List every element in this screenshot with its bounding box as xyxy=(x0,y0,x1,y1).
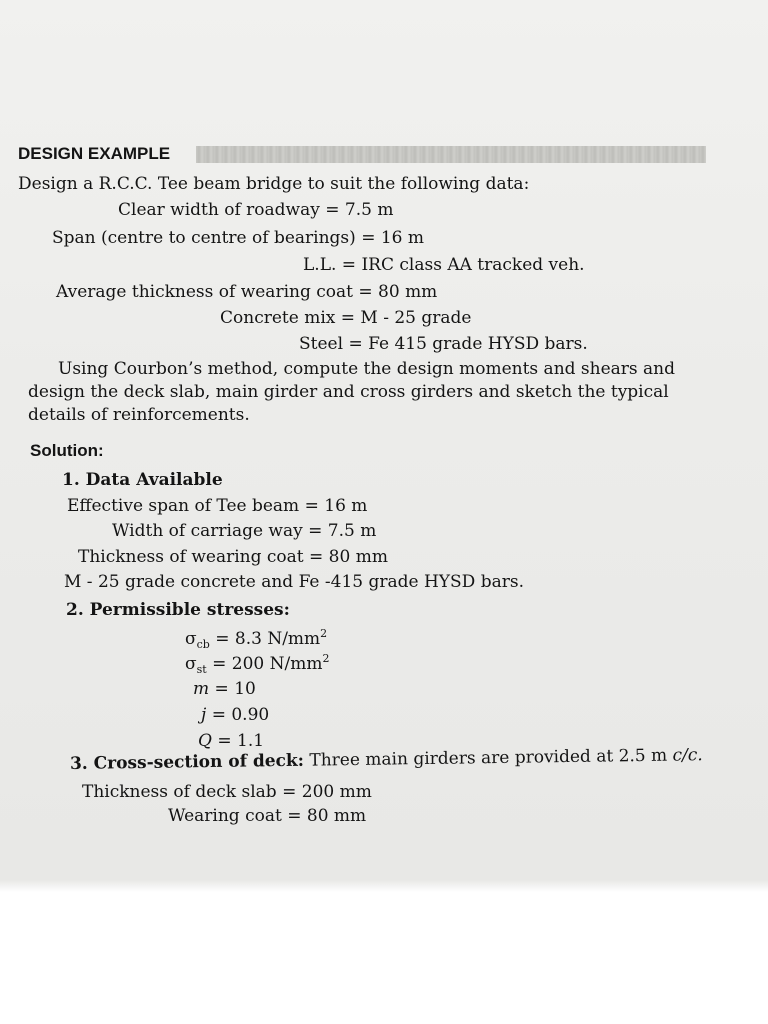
design-example-banner xyxy=(14,140,706,164)
data-wearing-coat xyxy=(78,547,388,567)
given-value: 16 m xyxy=(380,228,425,248)
equals-sign: = xyxy=(214,679,229,699)
task-line-1: Using Courbon’s method, compute the design moments and shears and xyxy=(58,359,676,379)
stress-sigma-cb xyxy=(185,627,327,651)
task-line-3: details of reinforcements. xyxy=(28,405,250,425)
given-value: 80 mm xyxy=(378,282,438,302)
data-value: 7.5 m xyxy=(327,521,377,541)
given-value: M - 25 grade xyxy=(360,308,472,328)
section1-title: 1. Data Available xyxy=(62,470,223,490)
equals-sign: = xyxy=(304,496,319,516)
equals-sign: = xyxy=(308,521,323,541)
sigma-symbol: σ xyxy=(185,629,197,649)
data-label: Width of carriage way xyxy=(112,521,303,541)
equals-sign: = xyxy=(287,806,302,826)
equals-sign: = xyxy=(341,255,357,275)
section3-line xyxy=(70,745,703,774)
subscript-st: st xyxy=(196,663,207,676)
symbol-j: j xyxy=(201,705,207,725)
equals-sign: = xyxy=(211,705,226,725)
deck-slab-thickness xyxy=(82,782,372,802)
section3-title: 3. Cross-section of deck: xyxy=(69,750,305,774)
given-wearing-coat xyxy=(56,282,437,302)
data-effective-span xyxy=(67,496,367,516)
section2-title: 2. Permissible stresses: xyxy=(66,600,290,620)
equals-sign: = xyxy=(309,547,324,567)
subscript-cb: cb xyxy=(196,638,210,651)
stress-j xyxy=(201,705,269,725)
solution-heading: Solution: xyxy=(30,441,104,460)
equals-sign: = xyxy=(340,308,355,328)
given-value: 7.5 m xyxy=(344,200,394,220)
data-value: 16 m xyxy=(324,496,368,516)
given-steel xyxy=(299,334,588,354)
data-materials: M - 25 grade concrete and Fe -415 grade HYSD bars. xyxy=(64,572,524,592)
data-label: Thickness of wearing coat xyxy=(78,547,304,567)
given-label: L.L. xyxy=(303,255,337,275)
stress-value: 200 N/mm xyxy=(231,654,323,674)
task-line-2: design the deck slab, main girder and cross girders and sketch the typical xyxy=(28,382,669,402)
deck-label: Thickness of deck slab xyxy=(82,782,277,802)
given-value: IRC class AA tracked veh. xyxy=(361,255,585,275)
symbol-q: Q xyxy=(198,731,212,751)
given-label: Average thickness of wearing coat xyxy=(56,282,353,302)
given-label: Span (centre to centre of bearings) xyxy=(52,228,356,248)
stress-Q xyxy=(198,731,264,751)
equals-sign: = xyxy=(212,654,227,674)
stress-value: 1.1 xyxy=(237,731,265,751)
stress-m xyxy=(193,679,256,699)
equals-sign: = xyxy=(215,629,230,649)
data-carriage-way xyxy=(112,521,376,541)
given-span xyxy=(52,228,424,248)
equals-sign: = xyxy=(358,282,373,302)
equals-sign: = xyxy=(282,782,297,802)
data-label: Effective span of Tee beam xyxy=(67,496,300,516)
superscript: 2 xyxy=(322,652,330,665)
deck-value: 200 mm xyxy=(301,782,372,802)
sigma-symbol: σ xyxy=(185,654,197,674)
stress-sigma-st xyxy=(185,652,329,676)
equals-sign: = xyxy=(217,731,232,751)
equals-sign: = xyxy=(348,334,363,354)
given-live-load xyxy=(303,255,585,275)
section3-text: Three main girders are provided at 2.5 m xyxy=(309,745,673,771)
stress-value: 8.3 N/mm xyxy=(234,629,321,649)
given-label: Steel xyxy=(299,334,344,354)
intro-line: Design a R.C.C. Tee beam bridge to suit the following data: xyxy=(18,174,530,194)
data-value: 80 mm xyxy=(328,547,388,567)
given-clear-width xyxy=(118,200,393,220)
given-label: Clear width of roadway xyxy=(118,200,320,220)
section3-cc: c/c. xyxy=(672,745,703,766)
equals-sign: = xyxy=(325,200,340,220)
deck-wearing-coat xyxy=(168,806,366,826)
design-example-heading: DESIGN EXAMPLE xyxy=(18,144,171,163)
stress-value: 10 xyxy=(234,679,256,699)
superscript: 2 xyxy=(320,627,328,640)
deck-label: Wearing coat xyxy=(168,806,282,826)
banner-shade-bar xyxy=(196,146,706,163)
given-label: Concrete mix xyxy=(220,308,336,328)
stress-value: 0.90 xyxy=(231,705,270,725)
equals-sign: = xyxy=(361,228,376,248)
given-value: Fe 415 grade HYSD bars. xyxy=(368,334,588,354)
given-concrete-mix xyxy=(220,308,472,328)
symbol-m: m xyxy=(193,679,210,699)
deck-value: 80 mm xyxy=(306,806,367,826)
